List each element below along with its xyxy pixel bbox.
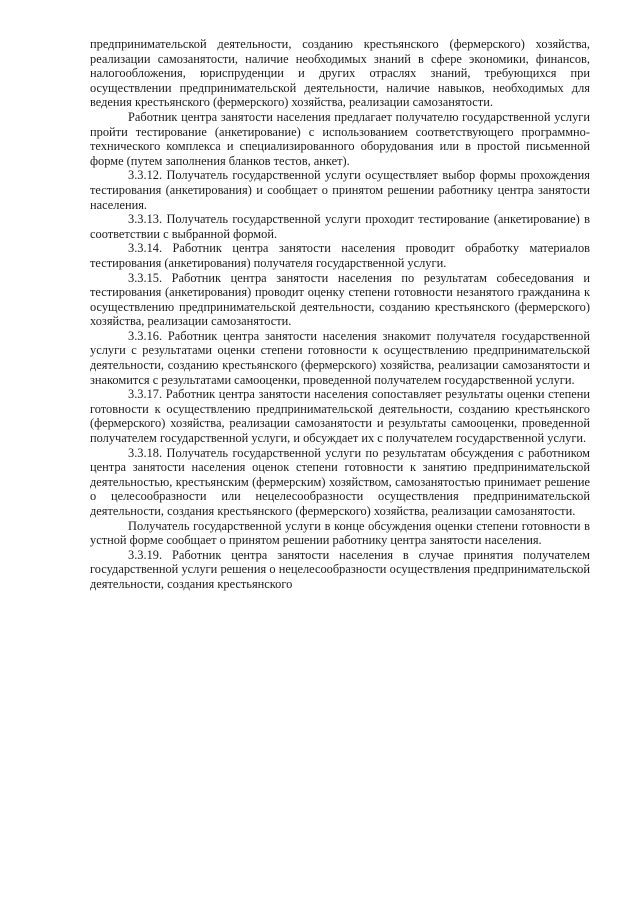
paragraph-3-3-13: 3.3.13. Получатель государственной услуги проходит тестирование (анкетирование) в соответствии с выбранной формой. <box>90 212 590 241</box>
paragraph-continuation: предпринимательской деятельности, созданию крестьянского (фермерского) хозяйства, реализации самозанятости, наличие необходимых знаний в сфере экономики, финансов, налогообложения, юриспруденции и других отраслях знаний, требующихся при осуществлении предпринимательской деятельности, наличие навыков, необходимых для ведения крестьянского (фермерского) хозяйства, реализации самозанятости. <box>90 37 590 110</box>
paragraph-3-3-14: 3.3.14. Работник центра занятости населения проводит обработку материалов тестирования (анкетирования) получателя государственной услуги. <box>90 241 590 270</box>
paragraph-3-3-16: 3.3.16. Работник центра занятости населения знакомит получателя государственной услуги с результатами оценки степени готовности к осуществлению предпринимательской деятельности, созданию крестьянского (фермерского) хозяйства, реализации самозанятости и знакомится с результатами самооценки, проведенной получателем государственной услуги. <box>90 328 590 387</box>
paragraph-oral-decision: Получатель государственной услуги в конце обсуждения оценки степени готовности в устной форме сообщает о принятом решении работнику центра занятости населения. <box>90 518 590 548</box>
paragraph-3-3-19: 3.3.19. Работник центра занятости населения в случае принятия получателем государственной услуги решения о нецелесообразности осуществления предпринимательской деятельности, создания крестьянского <box>90 547 590 591</box>
paragraph-3-3-18: 3.3.18. Получатель государственной услуги по результатам обсуждения с работником центра занятости населения оценок степени готовности к занятию предпринимательской деятельностью, крестьянским (фермерским) хозяйством, самозанятостью принимает решение о целесообразности или нецелесообразности осуществления предпринимательской деятельности, создания крестьянского (фермерского) хозяйства, реализации самозанятости. <box>90 445 590 518</box>
paragraph-testing-offer: Работник центра занятости населения предлагает получателю государственной услуги пройти тестирование (анкетирование) с использованием соответствующего программно-технического комплекса и специализированного оборудования или в простой письменной форме (путем заполнения бланков тестов, анкет). <box>90 109 590 168</box>
paragraph-3-3-17: 3.3.17. Работник центра занятости населения сопоставляет результаты оценки степени готовности к осуществлению предпринимательской деятельности, созданию крестьянского (фермерского) хозяйства, реализации самозанятости и результаты самооценки, проведенной получателем государственной услуги, и обсуждает их с получателем государственной услуги. <box>90 387 590 446</box>
document-body <box>90 37 590 592</box>
paragraph-3-3-12: 3.3.12. Получатель государственной услуги осуществляет выбор формы прохождения тестирования (анкетирования) и сообщает о принятом решении работнику центра занятости населения. <box>90 168 590 212</box>
paragraph-3-3-15: 3.3.15. Работник центра занятости населения по результатам собеседования и тестирования (анкетирования) проводит оценку степени готовности незанятого гражданина к осуществлению предпринимательской деятельности, созданию крестьянского (фермерского) хозяйства, реализации самозанятости. <box>90 270 590 329</box>
